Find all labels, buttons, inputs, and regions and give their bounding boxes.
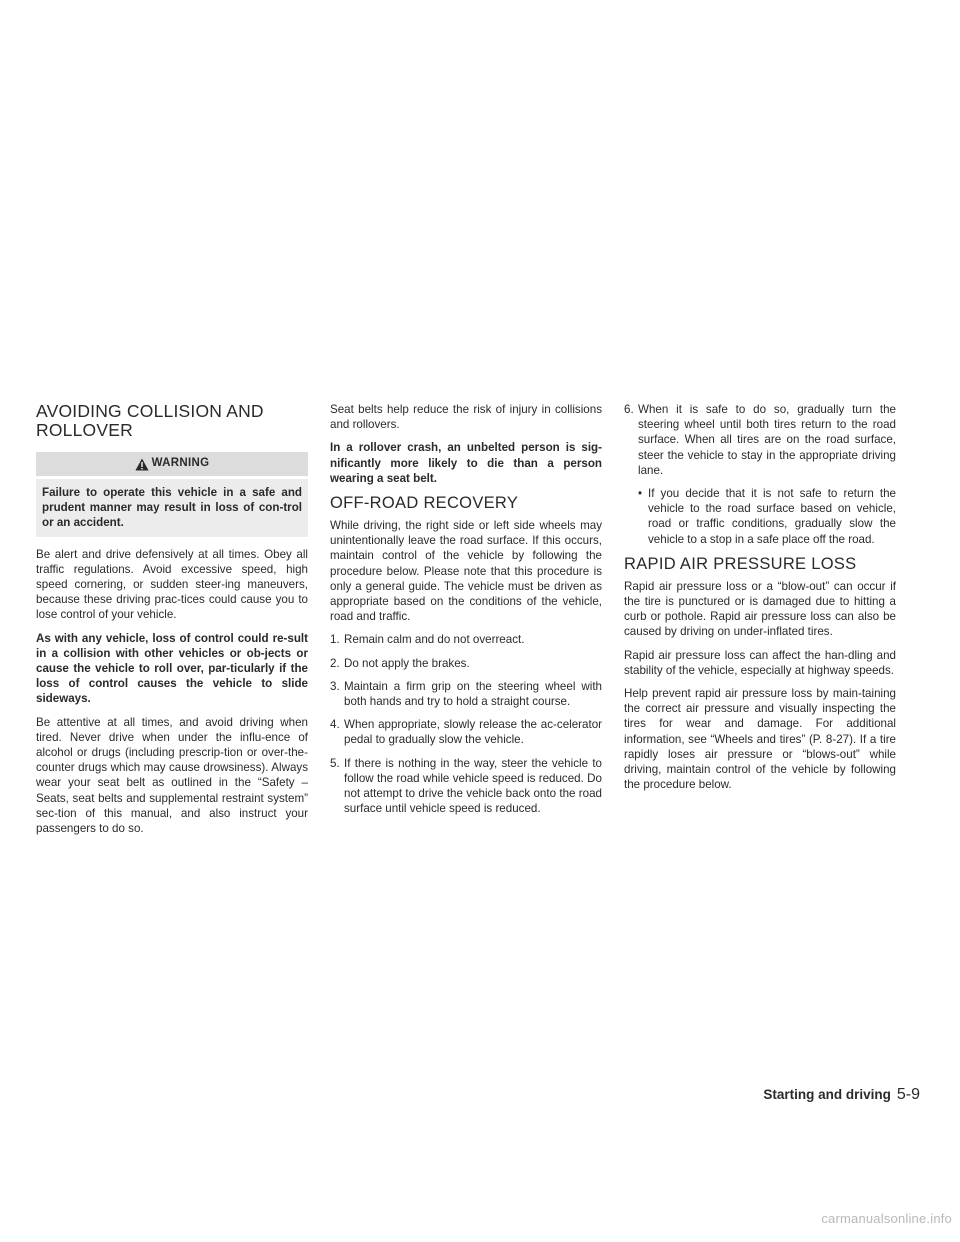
procedure-steps-continued <box>624 402 896 478</box>
step-number: 6. <box>624 403 634 416</box>
section-heading-off-road-recovery: OFF-ROAD RECOVERY <box>330 494 519 513</box>
list-item <box>330 679 602 709</box>
page-footer <box>763 1086 920 1104</box>
bullet-text: If you decide that it is not safe to return the vehicle to the road surface based on vehicle, road or traffic conditions, gradually slow the vehicle to a stop in a safe place off the road. <box>648 487 896 546</box>
step-number: 2. <box>330 656 340 670</box>
list-item <box>330 756 602 817</box>
bullet-mark: • <box>638 487 643 501</box>
paragraph: Rapid air pressure loss can affect the han-dling and stability of the vehicle, especially at highway speeds. <box>624 648 896 677</box>
paragraph: Seat belts help reduce the risk of injury in collisions and rollovers. <box>330 403 602 432</box>
bullet-item <box>624 486 896 547</box>
column-right <box>624 402 896 800</box>
step-number: 1. <box>330 633 340 647</box>
list-item <box>330 717 602 747</box>
step-number: 3. <box>330 679 340 693</box>
paragraph: Rapid air pressure loss or a “blow-out” can occur if the tire is punctured or is damaged due to hitting a curb or pothole. Rapid air pressure loss can also be caused by driving on under-inflated tires. <box>624 579 896 639</box>
column-middle <box>330 402 602 824</box>
warning-label: WARNING <box>151 457 210 470</box>
paragraph: While driving, the right side or left side wheels may unintentionally leave the road surface. If this occurs, maintain control of the vehicle by following the procedure below. Please note that this procedure is only a general guide. The vehicle must be driven as appropriate based on the conditions of the vehicle, road and traffic. <box>330 519 602 624</box>
bold-paragraph: In a rollover crash, an unbelted person is sig-nificantly more likely to die than a person wearing a seat belt. <box>330 441 602 485</box>
watermark: carmanualsonline.info <box>821 1211 952 1226</box>
page-number: 5-9 <box>896 1086 920 1103</box>
column-left <box>36 402 308 844</box>
step-text: When it is safe to do so, gradually turn the steering wheel until both tires return to the road surface. When all tires are on the road surface, steer the vehicle to stay in the appropriate driving lane. <box>638 403 896 477</box>
list-item <box>624 402 896 478</box>
warning-text: Failure to operate this vehicle in a safe and prudent manner may result in loss of con-trol or an accident. <box>36 479 308 537</box>
step-text: Remain calm and do not overreact. <box>344 633 525 647</box>
footer-section-title: Starting and driving <box>763 1087 891 1102</box>
paragraph: Be attentive at all times, and avoid driving when tired. Never drive when under the influ-ence of alcohol or drugs (including prescrip-tion or over-the-counter drugs which may cause drowsiness). Always wear your seat belt as outlined in the “Safety – Seats, seat belts and supplemental restraint system” sec-tion of this manual, and also instruct your passengers to do so. <box>36 715 308 836</box>
section-heading-rapid-air-pressure-loss: RAPID AIR PRESSURE LOSS <box>624 554 857 573</box>
bold-paragraph: As with any vehicle, loss of control could re-sult in a collision with other vehicles or ob-jects or cause the vehicle to roll over, par-ticularly if the loss of control causes the vehicle to slide sideways. <box>36 631 308 706</box>
step-text: Maintain a firm grip on the steering wheel with both hands and try to hold a straight course. <box>344 679 602 709</box>
warning-triangle-icon <box>135 458 149 471</box>
list-item <box>330 632 602 647</box>
step-text: If there is nothing in the way, steer the vehicle to follow the road while vehicle speed is reduced. Do not attempt to drive the vehicle back onto the road surface until vehicle speed is reduced. <box>344 756 602 816</box>
step-number: 4. <box>330 718 340 732</box>
step-text: Do not apply the brakes. <box>344 656 470 670</box>
warning-box <box>36 452 308 537</box>
procedure-steps <box>330 632 602 816</box>
paragraph: Help prevent rapid air pressure loss by main-taining the correct air pressure and visually inspecting the tires for wear and damage. For additional information, see “Wheels and tires” (P. 8-27). If a tire rapidly loses air pressure or “blows-out” while driving, maintain control of the vehicle by following the procedure below. <box>624 687 896 792</box>
step-number: 5. <box>330 756 340 770</box>
section-heading-avoiding-collision: AVOIDING COLLISION AND ROLLOVER <box>36 401 264 440</box>
list-item <box>330 656 602 671</box>
step-text: When appropriate, slowly release the ac-celerator pedal to gradually slow the vehicle. <box>344 718 602 747</box>
paragraph: Be alert and drive defensively at all times. Obey all traffic regulations. Avoid excessive speed, high speed cornering, or sudden steer-ing maneuvers, because these driving prac-tices could cause you to lose control of your vehicle. <box>36 547 308 622</box>
warning-header <box>36 452 308 476</box>
